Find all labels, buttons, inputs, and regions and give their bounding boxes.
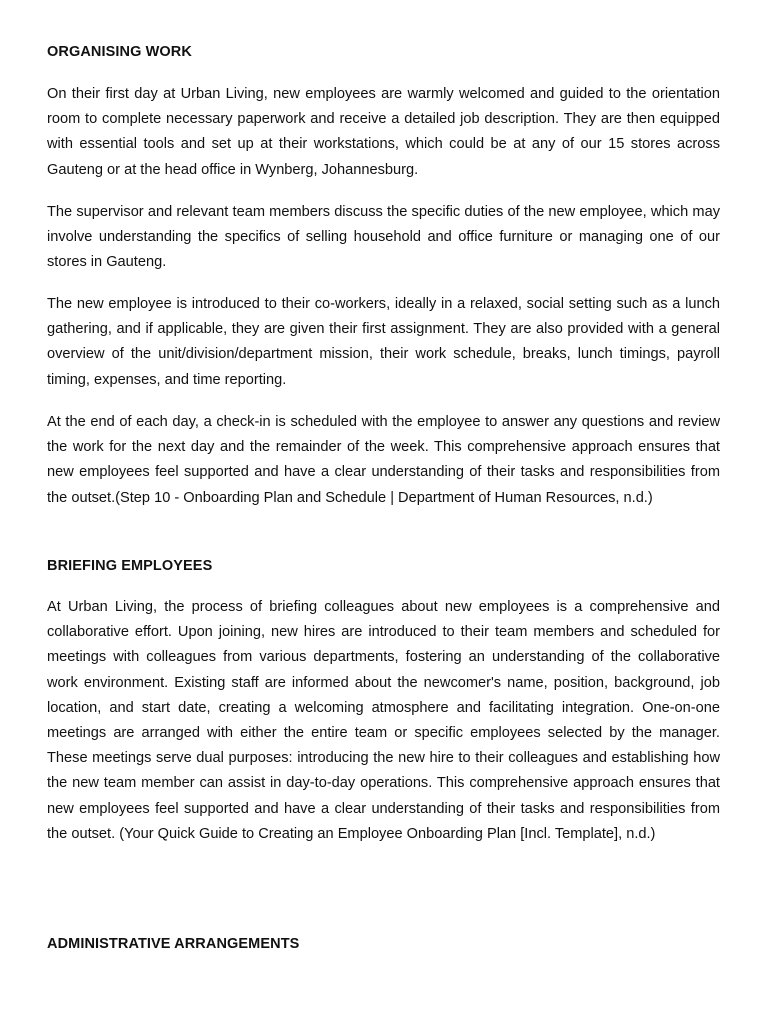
section-heading-organising-work: ORGANISING WORK	[47, 44, 192, 60]
section-heading-administrative-arrangements: ADMINISTRATIVE ARRANGEMENTS	[47, 936, 300, 952]
paragraph-first-day: On their first day at Urban Living, new employees are warmly welcomed and guided to the orientation room to complete necessary paperwork and receive a detailed job description. They are then equipped with essential tools and set up at their workstations, which could be at any of our 15 stores across Gauteng or at the head office in Wynberg, Johannesburg.	[47, 86, 720, 178]
paragraph-introduction-coworkers: The new employee is introduced to their co-workers, ideally in a relaxed, social setting such as a lunch gathering, and if applicable, they are given their first assignment. They are also provided with a general overview of the unit/division/department mission, their work schedule, breaks, lunch timings, payroll timing, expenses, and time reporting.	[47, 296, 720, 388]
paragraph-supervisor-duties: The supervisor and relevant team members discuss the specific duties of the new employee, which may involve understanding the specifics of selling household and office furniture or managing one of our stores in Gauteng.	[47, 204, 720, 271]
section-heading-briefing-employees: BRIEFING EMPLOYEES	[47, 558, 213, 574]
paragraph-briefing-process: At Urban Living, the process of briefing colleagues about new employees is a comprehensive and collaborative effort. Upon joining, new hires are introduced to their team members and scheduled for meetings with colleagues from various departments, fostering an understanding of the collaborative work environment. Existing staff are informed about the newcomer's name, position, background, job location, and start date, creating a welcoming atmosphere and facilitating integration. One-on-one meetings are arranged with either the entire team or specific employees selected by the manager. These meetings serve dual purposes: introducing the new hire to their colleagues and establishing how the new team member can assist in day-to-day operations. This comprehensive approach ensures that new employees feel supported and have a clear understanding of their tasks and responsibilities from the outset. (Your Quick Guide to Creating an Employee Onboarding Plan [Incl. Template], n.d.)	[47, 599, 720, 842]
paragraph-daily-check-in: At the end of each day, a check-in is scheduled with the employee to answer any questions and review the work for the next day and the remainder of the week. This comprehensive approach ensures that new employees feel supported and have a clear understanding of their tasks and responsibilities from the outset.(Step 10 - Onboarding Plan and Schedule | Department of Human Resources, n.d.)	[47, 414, 720, 506]
